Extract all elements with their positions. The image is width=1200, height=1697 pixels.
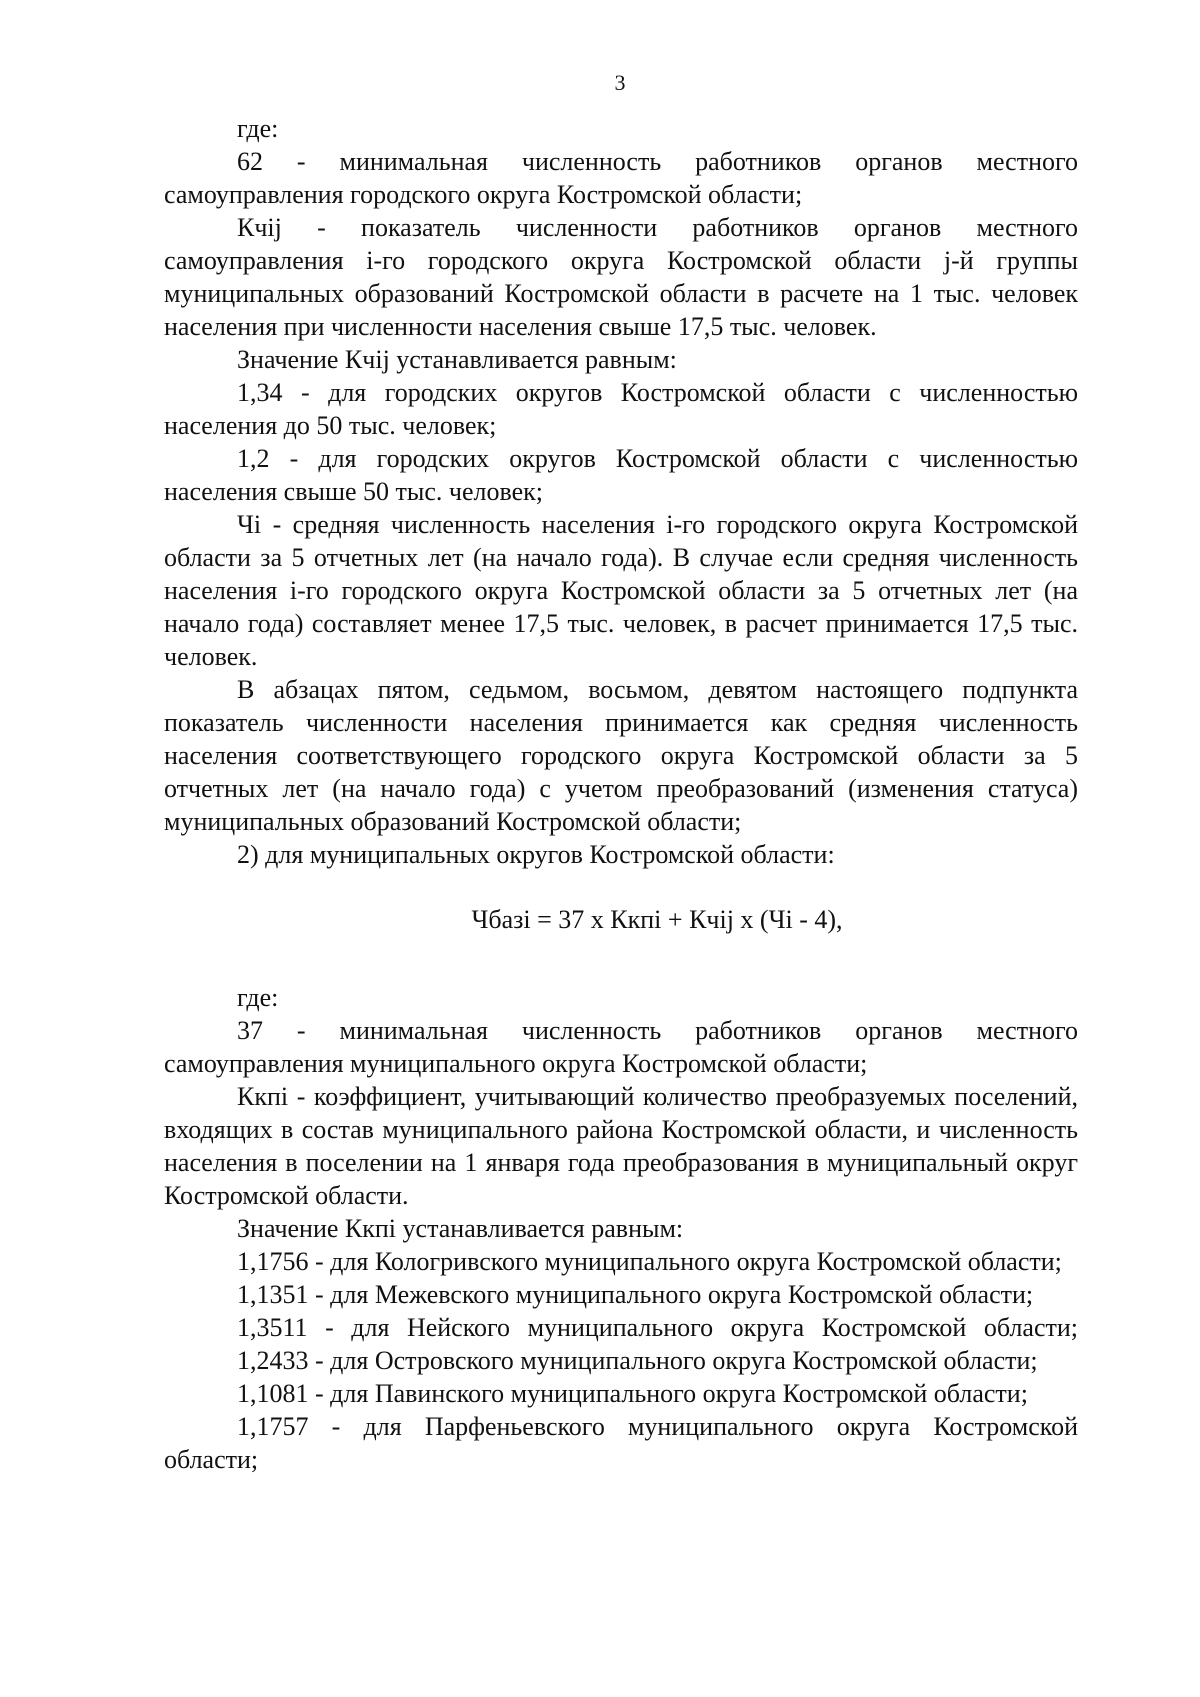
paragraph-37-definition: 37 - минимальная численность работников органов местного самоуправления муниципального округа Костромской области; [164, 1016, 1078, 1078]
document-body [164, 112, 1078, 1476]
paragraph-62-definition: 62 - минимальная численность работников органов местного самоуправления городского округа Костромской области; [164, 147, 1078, 209]
paragraph-parfenyevo: 1,1757 - для Парфеньевского муниципального округа Костромской области; [164, 1412, 1078, 1474]
paragraph-municipal-districts-heading: 2) для муниципальных округов Костромской области: [237, 840, 835, 869]
paragraph-population-note: В абзацах пятом, седьмом, восьмом, девятом настоящего подпункта показатель численности населения принимается как средняя численность населения соответствующего городского округа Костромской области за 5 отчетных лет (на начало года) с учетом преобразований (изменения статуса) муниципальных образований Костромской области; [164, 675, 1078, 836]
paragraph-kchij-value-1-34: 1,34 - для городских округов Костромской области с численностью населения до 50 тыс. человек; [164, 378, 1078, 440]
paragraph-kchij-value-1-2: 1,2 - для городских округов Костромской области с численностью населения свыше 50 тыс. человек; [164, 444, 1078, 506]
paragraph-kologriv: 1,1756 - для Кологривского муниципального округа Костромской области; [237, 1247, 1062, 1276]
paragraph-chi-definition: Чi - средняя численность населения i-го городского округа Костромской области за 5 отчетных лет (на начало года). В случае если средняя численность населения i-го городского округа Костромской области за 5 отчетных лет (на начало года) составляет менее 17,5 тыс. человек, в расчет принимается 17,5 тыс. человек. [164, 510, 1078, 671]
paragraph-kchij-value-heading: Значение Кчij устанавливается равным: [237, 345, 677, 374]
formula: Чбазi = 37 x Ккпi + Кчij x (Чi - 4), [471, 905, 843, 934]
paragraph-where-2: где: [237, 983, 279, 1012]
paragraph-pavino: 1,1081 - для Павинского муниципального округа Костромской области; [237, 1379, 1028, 1408]
paragraph-kkpi-value-heading: Значение Ккпi устанавливается равным: [237, 1214, 684, 1243]
paragraph-neya: 1,3511 - для Нейского муниципального округа Костромской области; [237, 1313, 1078, 1342]
page-number: 3 [614, 70, 626, 95]
paragraph-kkpi-definition: Ккпi - коэффициент, учитывающий количество преобразуемых поселений, входящих в состав муниципального района Костромской области, и численность населения в поселении на 1 января года преобразования в муниципальный округ Костромской области. [164, 1082, 1078, 1210]
paragraph-kchij-definition: Кчij - показатель численности работников органов местного самоуправления i-го городского округа Костромской области j-й группы муниципальных образований Костромской области в расчете на 1 тыс. человек населения при численности населения свыше 17,5 тыс. человек. [164, 213, 1078, 341]
paragraph-ostrovskoe: 1,2433 - для Островского муниципального округа Костромской области; [237, 1346, 1038, 1375]
paragraph-mezha: 1,1351 - для Межевского муниципального округа Костромской области; [237, 1280, 1034, 1309]
paragraph-where: где: [237, 114, 279, 143]
